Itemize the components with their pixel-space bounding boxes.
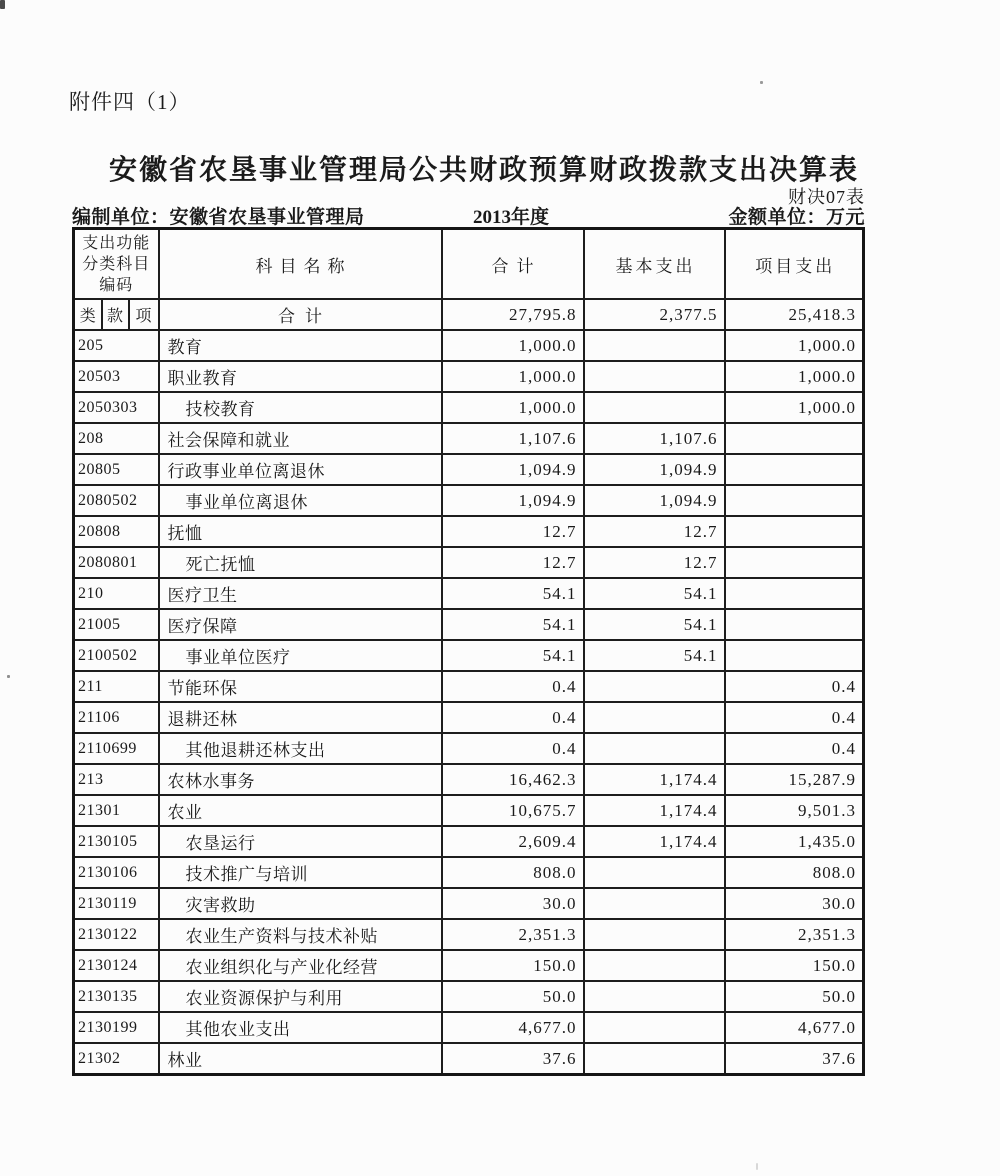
- total-cell: 808.0: [442, 857, 584, 888]
- total-cell: 0.4: [442, 671, 584, 702]
- total-cell: 0.4: [442, 702, 584, 733]
- table-row: [74, 485, 864, 516]
- total-cell: 30.0: [442, 888, 584, 919]
- project-cell: [725, 485, 864, 516]
- name-cell: 技校教育: [159, 392, 442, 423]
- project-cell: 15,287.9: [725, 764, 864, 795]
- project-cell: 0.4: [725, 671, 864, 702]
- name-column-header: 科目名称: [159, 229, 442, 300]
- name-cell: 技术推广与培训: [159, 857, 442, 888]
- grand-total-basic: 2,377.5: [584, 299, 725, 330]
- total-cell: 54.1: [442, 578, 584, 609]
- basic-cell: [584, 361, 725, 392]
- item-subheader: 项: [129, 299, 159, 330]
- basic-cell: [584, 981, 725, 1012]
- name-cell: 灾害救助: [159, 888, 442, 919]
- project-cell: 1,000.0: [725, 361, 864, 392]
- total-cell: 54.1: [442, 640, 584, 671]
- project-cell: 0.4: [725, 733, 864, 764]
- project-cell: 0.4: [725, 702, 864, 733]
- code-cell: 2050303: [74, 392, 159, 423]
- project-cell: [725, 547, 864, 578]
- code-cell: 2130119: [74, 888, 159, 919]
- table-row: [74, 547, 864, 578]
- total-cell: 54.1: [442, 609, 584, 640]
- grand-total-project: 25,418.3: [725, 299, 864, 330]
- subheader-total-row: [74, 299, 864, 330]
- table-row: [74, 454, 864, 485]
- total-cell: 150.0: [442, 950, 584, 981]
- basic-column-header: 基本支出: [584, 229, 725, 300]
- table-row: [74, 764, 864, 795]
- table-row: [74, 361, 864, 392]
- total-cell: 37.6: [442, 1043, 584, 1075]
- code-cell: 2110699: [74, 733, 159, 764]
- basic-cell: [584, 950, 725, 981]
- project-cell: [725, 423, 864, 454]
- basic-cell: 1,174.4: [584, 764, 725, 795]
- table-row: [74, 516, 864, 547]
- basic-cell: 12.7: [584, 547, 725, 578]
- total-cell: 1,094.9: [442, 454, 584, 485]
- table-row: [74, 1012, 864, 1043]
- table-row: [74, 423, 864, 454]
- project-cell: 1,435.0: [725, 826, 864, 857]
- attachment-label: 附件四（1）: [69, 90, 191, 114]
- table-row: [74, 640, 864, 671]
- basic-cell: 1,174.4: [584, 795, 725, 826]
- project-cell: 9,501.3: [725, 795, 864, 826]
- total-cell: 4,677.0: [442, 1012, 584, 1043]
- table-header: [74, 229, 864, 331]
- basic-cell: [584, 857, 725, 888]
- fiscal-year-label: 2013年度: [473, 207, 550, 228]
- total-cell: 1,094.9: [442, 485, 584, 516]
- basic-cell: [584, 919, 725, 950]
- code-cell: 2100502: [74, 640, 159, 671]
- table-row: [74, 733, 864, 764]
- expenditure-table: [72, 227, 865, 1076]
- basic-cell: 12.7: [584, 516, 725, 547]
- total-cell: 1,000.0: [442, 330, 584, 361]
- table-meta-line: [72, 202, 865, 226]
- project-cell: [725, 578, 864, 609]
- basic-cell: [584, 888, 725, 919]
- table-row: [74, 795, 864, 826]
- name-cell: 农业: [159, 795, 442, 826]
- name-cell: 其他退耕还林支出: [159, 733, 442, 764]
- name-cell: 医疗卫生: [159, 578, 442, 609]
- table-row: [74, 857, 864, 888]
- name-cell: 社会保障和就业: [159, 423, 442, 454]
- table-row: [74, 950, 864, 981]
- basic-cell: [584, 671, 725, 702]
- name-cell: 事业单位医疗: [159, 640, 442, 671]
- basic-cell: 54.1: [584, 578, 725, 609]
- project-cell: [725, 609, 864, 640]
- code-cell: 205: [74, 330, 159, 361]
- total-column-header: 合计: [442, 229, 584, 300]
- code-cell: 20503: [74, 361, 159, 392]
- basic-cell: 54.1: [584, 640, 725, 671]
- basic-cell: 1,174.4: [584, 826, 725, 857]
- total-cell: 0.4: [442, 733, 584, 764]
- table-row: [74, 826, 864, 857]
- total-cell: 1,000.0: [442, 392, 584, 423]
- total-cell: 50.0: [442, 981, 584, 1012]
- total-cell: 16,462.3: [442, 764, 584, 795]
- code-cell: 208: [74, 423, 159, 454]
- table-row: [74, 671, 864, 702]
- code-cell: 2130135: [74, 981, 159, 1012]
- project-cell: 1,000.0: [725, 330, 864, 361]
- page-title: 安徽省农垦事业管理局公共财政预算财政拨款支出决算表: [108, 155, 859, 186]
- name-cell: 抚恤: [159, 516, 442, 547]
- code-cell: 20808: [74, 516, 159, 547]
- project-cell: 808.0: [725, 857, 864, 888]
- code-cell: 213: [74, 764, 159, 795]
- table-row: [74, 702, 864, 733]
- total-cell: 2,351.3: [442, 919, 584, 950]
- code-cell: 2130105: [74, 826, 159, 857]
- scan-artifact: [0, 0, 5, 9]
- code-cell: 211: [74, 671, 159, 702]
- project-cell: [725, 454, 864, 485]
- scan-artifact: [756, 1163, 758, 1170]
- code-cell: 21106: [74, 702, 159, 733]
- table-row: [74, 609, 864, 640]
- code-cell: 21302: [74, 1043, 159, 1075]
- code-cell: 21005: [74, 609, 159, 640]
- table-row: [74, 888, 864, 919]
- basic-cell: [584, 392, 725, 423]
- table-row: [74, 1043, 864, 1075]
- scan-artifact: [760, 81, 763, 84]
- class-subheader: 类: [74, 299, 102, 330]
- total-cell: 10,675.7: [442, 795, 584, 826]
- grand-total-label: 合计: [159, 299, 442, 330]
- basic-cell: [584, 330, 725, 361]
- basic-cell: 1,094.9: [584, 454, 725, 485]
- code-cell: 2080801: [74, 547, 159, 578]
- basic-cell: 1,107.6: [584, 423, 725, 454]
- project-column-header: 项目支出: [725, 229, 864, 300]
- table-row: [74, 330, 864, 361]
- name-cell: 农垦运行: [159, 826, 442, 857]
- header-row: [74, 229, 864, 300]
- table-body: [74, 330, 864, 1075]
- code-cell: 210: [74, 578, 159, 609]
- scan-artifact: [7, 675, 10, 678]
- total-cell: 12.7: [442, 516, 584, 547]
- basic-cell: [584, 702, 725, 733]
- table-row: [74, 981, 864, 1012]
- name-cell: 林业: [159, 1043, 442, 1075]
- project-cell: 2,351.3: [725, 919, 864, 950]
- table-row: [74, 578, 864, 609]
- project-cell: 30.0: [725, 888, 864, 919]
- basic-cell: 1,094.9: [584, 485, 725, 516]
- name-cell: 医疗保障: [159, 609, 442, 640]
- basic-cell: [584, 733, 725, 764]
- total-cell: 1,000.0: [442, 361, 584, 392]
- project-cell: 37.6: [725, 1043, 864, 1075]
- project-cell: 50.0: [725, 981, 864, 1012]
- total-cell: 2,609.4: [442, 826, 584, 857]
- code-cell: 2130122: [74, 919, 159, 950]
- amount-unit-label: 金额单位：万元: [728, 207, 865, 228]
- form-number: 财决07表: [788, 187, 865, 207]
- basic-cell: 54.1: [584, 609, 725, 640]
- name-cell: 死亡抚恤: [159, 547, 442, 578]
- total-cell: 1,107.6: [442, 423, 584, 454]
- name-cell: 职业教育: [159, 361, 442, 392]
- grand-total-sum: 27,795.8: [442, 299, 584, 330]
- name-cell: 退耕还林: [159, 702, 442, 733]
- section-subheader: 款: [102, 299, 129, 330]
- project-cell: 150.0: [725, 950, 864, 981]
- project-cell: [725, 640, 864, 671]
- code-cell: 2080502: [74, 485, 159, 516]
- table-row: [74, 392, 864, 423]
- project-cell: 1,000.0: [725, 392, 864, 423]
- name-cell: 农业生产资料与技术补贴: [159, 919, 442, 950]
- code-cell: 2130106: [74, 857, 159, 888]
- prepared-by-label: 编制单位：安徽省农垦事业管理局: [72, 207, 365, 228]
- code-column-header: 支出功能分类科目编码: [74, 229, 159, 300]
- total-cell: 12.7: [442, 547, 584, 578]
- name-cell: 其他农业支出: [159, 1012, 442, 1043]
- name-cell: 农业资源保护与利用: [159, 981, 442, 1012]
- basic-cell: [584, 1043, 725, 1075]
- name-cell: 节能环保: [159, 671, 442, 702]
- name-cell: 农业组织化与产业化经营: [159, 950, 442, 981]
- basic-cell: [584, 1012, 725, 1043]
- table-row: [74, 919, 864, 950]
- project-cell: 4,677.0: [725, 1012, 864, 1043]
- code-cell: 2130124: [74, 950, 159, 981]
- name-cell: 事业单位离退休: [159, 485, 442, 516]
- code-cell: 2130199: [74, 1012, 159, 1043]
- name-cell: 行政事业单位离退休: [159, 454, 442, 485]
- name-cell: 农林水事务: [159, 764, 442, 795]
- code-cell: 21301: [74, 795, 159, 826]
- project-cell: [725, 516, 864, 547]
- code-cell: 20805: [74, 454, 159, 485]
- name-cell: 教育: [159, 330, 442, 361]
